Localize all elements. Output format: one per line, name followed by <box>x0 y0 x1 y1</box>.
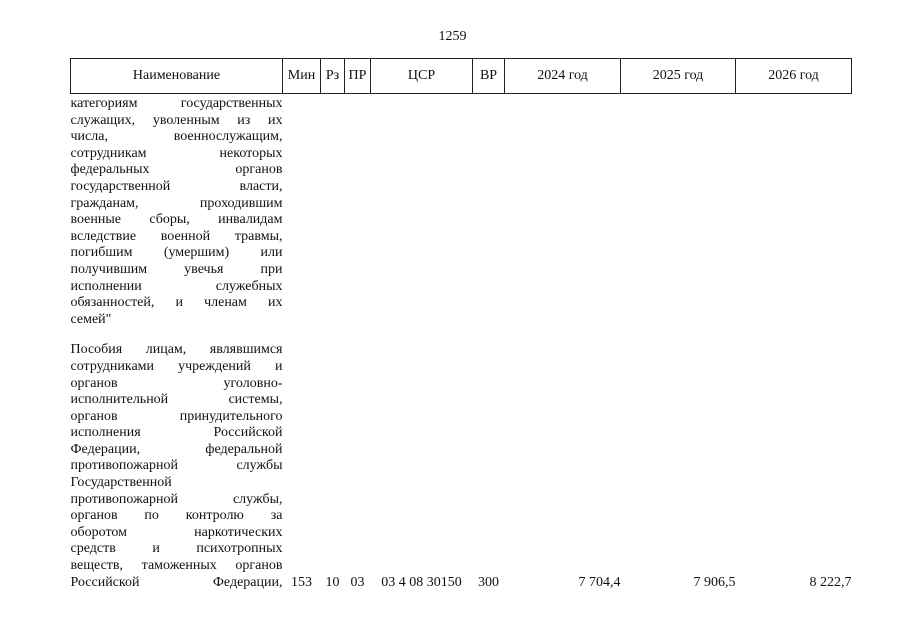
cell-min: 153 <box>291 574 312 590</box>
cell-pr: 03 <box>350 574 365 590</box>
row-2-name <box>71 342 283 591</box>
column-header-name: Наименование <box>71 59 283 94</box>
column-header-2025: 2025 год <box>621 59 736 94</box>
cell-2025: 7 906,5 <box>693 574 736 590</box>
table-row <box>71 342 852 591</box>
page-number: 1259 <box>438 29 467 44</box>
cell-vr: 300 <box>478 574 499 590</box>
table-row <box>71 94 852 343</box>
column-header-vr: ВР <box>473 59 505 94</box>
column-header-rz: Рз <box>321 59 345 94</box>
column-header-2026: 2026 год <box>736 59 852 94</box>
cell-rz: 10 <box>325 574 340 590</box>
row-1-name <box>71 94 283 343</box>
cell-2024: 7 704,4 <box>578 574 621 590</box>
column-header-csr: ЦСР <box>371 59 473 94</box>
row-1-name-text: категориям государственных служащих, уволенным из их числа, военнослужащим, сотрудникам некоторых федеральных органов государственной власти, гражданам, проходившим военные сборы, инвалидам вследствие военной травмы, погибшим (умершим) или получившим увечья при исполнении служебных обязанностей, и членам их семей" <box>70 96 283 327</box>
budget-table <box>70 58 852 591</box>
cell-csr: 03 4 08 30150 <box>381 574 462 590</box>
table-header-row <box>71 59 852 94</box>
column-header-pr: ПР <box>345 59 371 94</box>
cell-2026: 8 222,7 <box>809 574 852 590</box>
column-header-min: Мин <box>283 59 321 94</box>
column-header-2024: 2024 год <box>505 59 621 94</box>
row-2-name-text: Пособия лицам, являвшимся сотрудниками учреждений и органов уголовно- исполнительной системы, органов принудительного исполнения Российской Федерации, федеральной противопожарной службы Государственной противопожарной службы, органов по контролю за оборотом наркотических средств и психотропных веществ, таможенных органов Российской Федерации, <box>70 342 283 590</box>
